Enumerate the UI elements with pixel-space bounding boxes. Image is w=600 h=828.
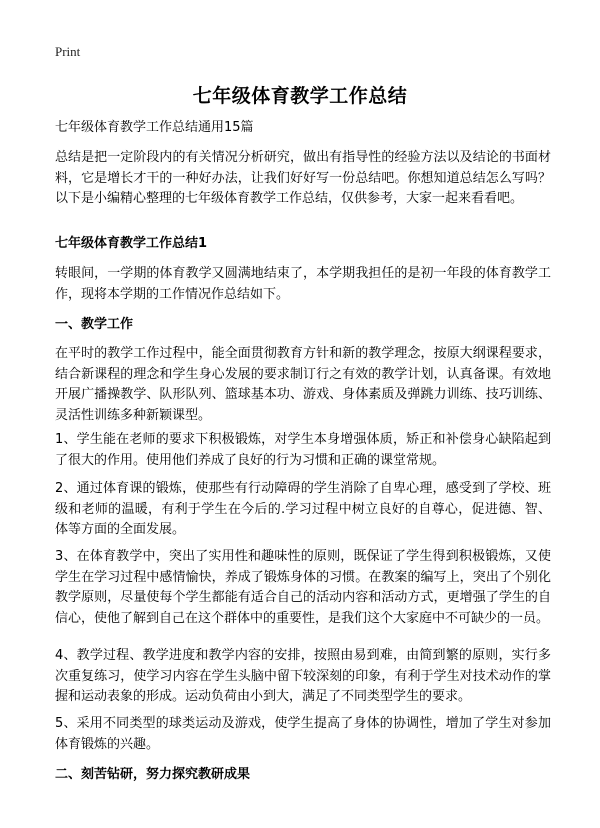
page-title: 七年级体育教学工作总结 xyxy=(192,85,408,107)
list-item-5: 5、采用不同类型的球类运动及游戏，使学生提高了身体的协调性，增加了学生对参加体育锻炼的兴趣。 xyxy=(55,716,551,752)
opening-paragraph: 转眼间，一学期的体育教学又圆满地结束了，本学期我担任的是初一年段的体育教学工作，现将本学期的工作情况作总结如下。 xyxy=(55,266,551,302)
list-item-1: 1、学生能在老师的要求下积极锻炼，对学生本身增强体质，矫正和补偿身心缺陷起到了很大的作用。使用他们养成了良好的行为习惯和正确的课堂常规。 xyxy=(55,432,551,468)
subtitle: 七年级体育教学工作总结通用15篇 xyxy=(55,120,254,135)
intro-paragraph: 总结是把一定阶段内的有关情况分析研究，做出有指导性的经验方法以及结论的书面材料，它是增长才干的一种好办法，让我们好好写一份总结吧。你想知道总结怎么写吗？以下是小编精心整理的七年级体育教学工作总结，仅供参考，大家一起来看看吧。 xyxy=(55,150,551,206)
heading-research: 二、刻苦钻研，努力探究教研成果 xyxy=(55,767,251,782)
section-title: 七年级体育教学工作总结1 xyxy=(55,236,208,251)
print-label[interactable]: Print xyxy=(55,44,81,59)
teaching-paragraph: 在平时的教学工作过程中，能全面贯彻教育方针和新的教学理念，按原大纲课程要求，结合新课程的理念和学生身心发展的要求制订行之有效的教学计划，认真备课。有效地开展广播操教学、队形队列、篮球基本功、游戏、身体素质及弹跳力训练、技巧训练、灵活性训练多种新颖课型。 xyxy=(55,346,551,423)
list-item-2: 2、通过体育课的锻炼，使那些有行动障碍的学生消除了自卑心理，感受到了学校、班级和老师的温暖，有利于学生在今后的.学习过程中树立良好的自尊心，促进德、智、体等方面的全面发展。 xyxy=(55,481,551,537)
list-item-4: 4、教学过程、教学进度和教学内容的安排，按照由易到难，由简到繁的原则，实行多次重复练习，使学习内容在学生头脑中留下较深刻的印象，有利于学生对技术动作的掌握和运动表象的形成。运动负荷由小到大，满足了不同类型学生的要求。 xyxy=(55,648,551,704)
list-item-3: 3、在体育教学中，突出了实用性和趣味性的原则，既保证了学生得到积极锻炼，又使学生在学习过程中感情愉快，养成了锻炼身体的习惯。在教案的编写上，突出了个别化教学原则，尽量使每个学生都能有适合自己的活动内容和活动方式，更增强了学生的自信心，使他了解到自己在这个群体中的重要性，是我们这个大家庭中不可缺少的一员。 xyxy=(55,549,551,626)
heading-teaching-work: 一、教学工作 xyxy=(55,317,134,332)
